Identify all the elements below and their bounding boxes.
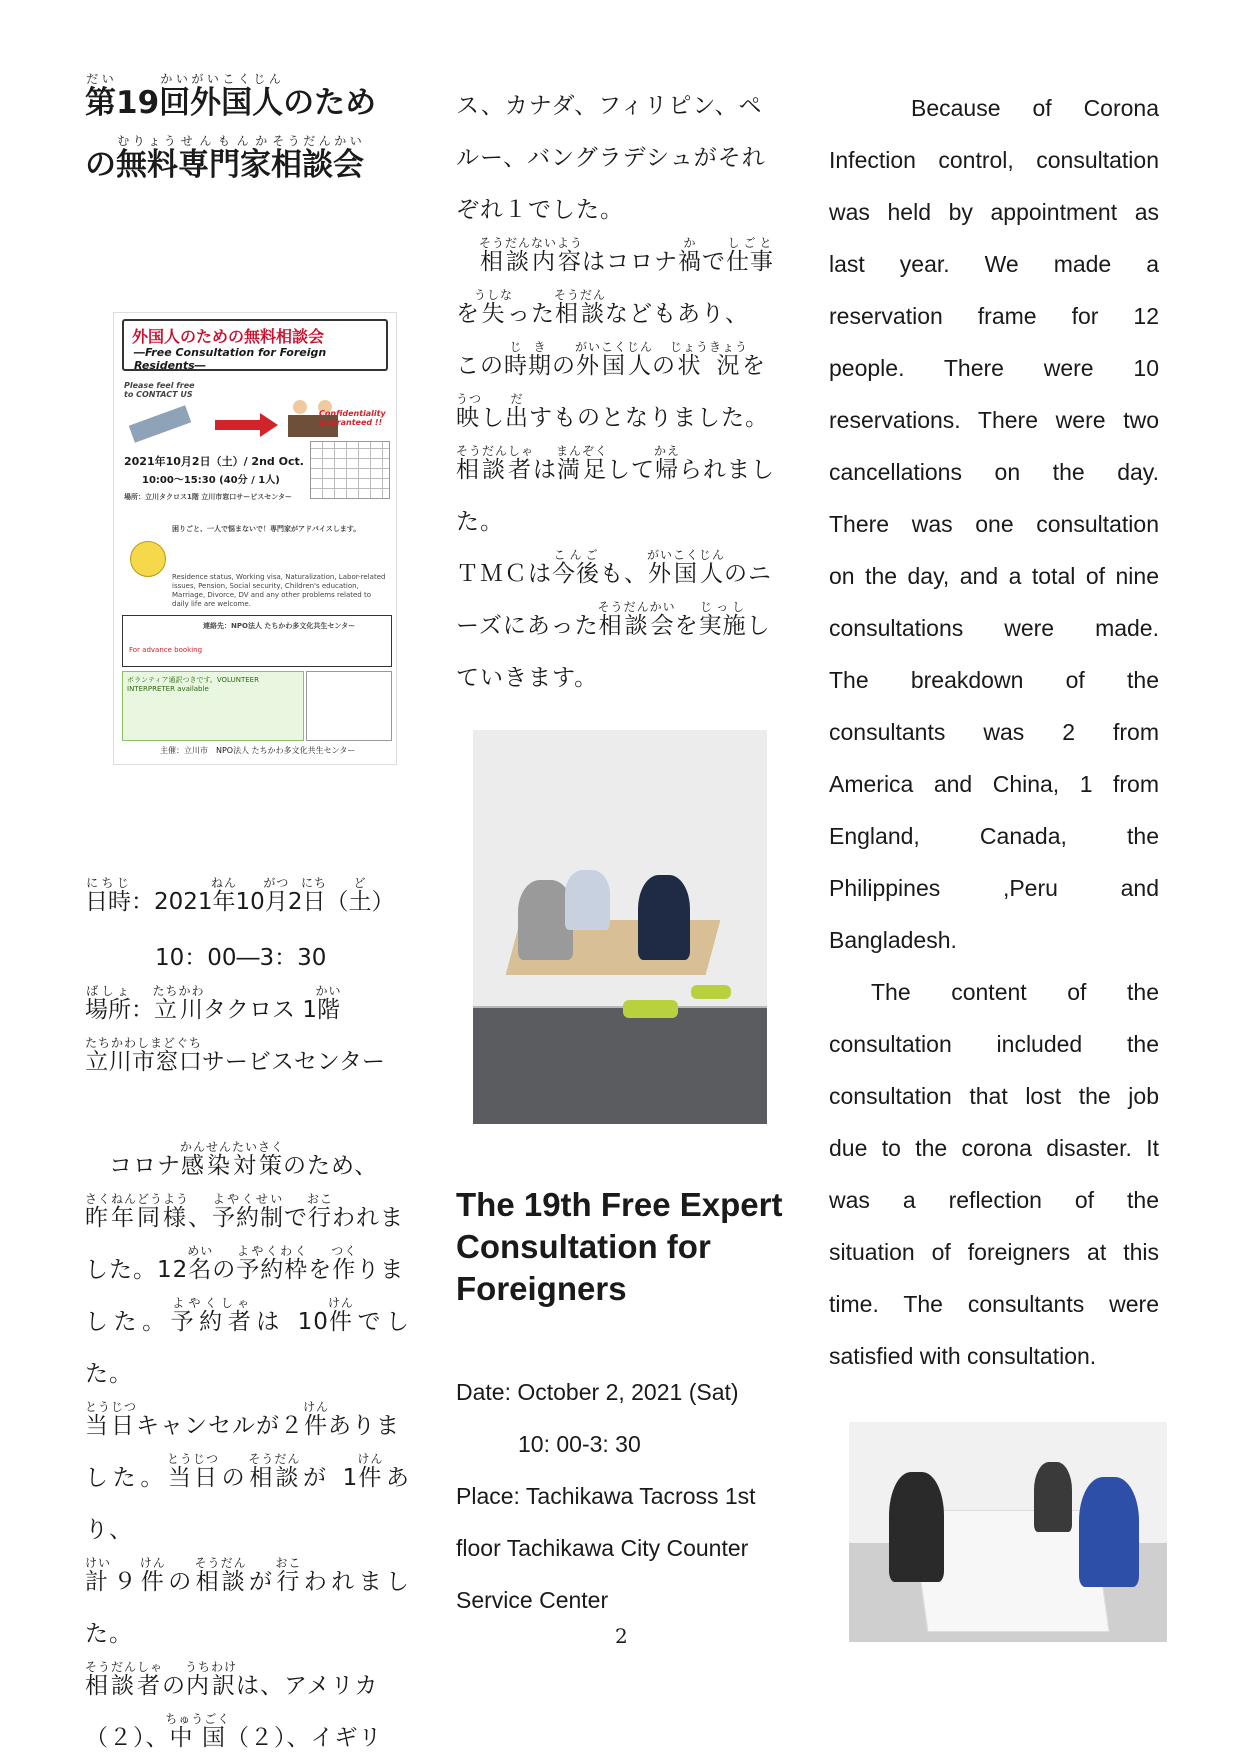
japanese-body-line: 映うつし出だすものとなりました。	[456, 392, 769, 431]
english-body-line: Infection control, consultation	[829, 147, 1159, 173]
english-body-line: last year. We made a	[829, 251, 1159, 277]
title-line-2: の無料むりょう専門家せんもんか相談会そうだんかい	[85, 134, 364, 183]
english-body-line: reservation frame for 12	[829, 303, 1159, 329]
japanese-body-line: した。当日とうじつの相談そうだんが 1件けんあり、	[85, 1452, 410, 1543]
flyer-info-box	[306, 671, 392, 741]
japanese-body-line: した。12名めいの予約枠よやくわくを作つくりま	[85, 1244, 405, 1283]
flyer-venue: 場所：立川タクロス1階 立川市窓口サービスセンター	[124, 493, 293, 501]
consultation-photo-1	[473, 730, 767, 1124]
flyer-time: 10:00～15:30 (40分 / 1人)	[142, 475, 280, 486]
flyer-contact-text: Please feel free to CONTACT US	[124, 381, 195, 399]
english-body	[829, 82, 1159, 1382]
event-place-en-3: Service Center	[456, 1587, 609, 1613]
event-time-en: 10: 00-3: 30	[518, 1431, 641, 1457]
japanese-body-line: （２）、中国ちゅうごく（２）、イギリ	[85, 1712, 383, 1751]
flyer-confidentiality-badge: Confidentiality Guaranteed !!	[319, 409, 386, 427]
event-place-ja-line2: 立川市窓口たちかわしまどぐちサービスセンター	[85, 1036, 385, 1075]
event-time-ja: 10：00―3：30	[155, 945, 327, 971]
english-body-line: consultations were made.	[829, 615, 1159, 641]
english-body-line: England, Canada, the	[829, 823, 1159, 849]
english-body-line: was held by appointment as	[829, 199, 1159, 225]
english-body-line: There was one consultation	[829, 511, 1159, 537]
english-body-line: on the day, and a total of nine	[829, 563, 1159, 589]
english-body-line: consultants was 2 from	[829, 719, 1159, 745]
japanese-body-line: ルー、バングラデシュがそれ	[456, 145, 766, 171]
green-chair	[623, 1000, 678, 1018]
japanese-body-line: た。	[456, 509, 504, 535]
english-body-line: The content of the	[871, 979, 1159, 1005]
japanese-body-line: 計けい９件けんの相談そうだんが行おこわれました。	[85, 1556, 410, 1647]
flyer-advance-booking: For advance booking	[129, 646, 203, 654]
japanese-body-line: 昨年同様さくねんどうよう、予約制よやくせいで行おこわれま	[85, 1192, 405, 1231]
japanese-body-line: 当日とうじつキャンセルが２件けんありま	[85, 1400, 401, 1439]
flyer-map	[310, 441, 390, 499]
person-client	[638, 875, 690, 960]
english-body-line: America and China, 1 from	[829, 771, 1159, 797]
event-place-ja: 場所ばしょ：立川たちかわタクロス 1階かい	[85, 984, 342, 1023]
event-place-en-2: floor Tachikawa City Counter	[456, 1535, 749, 1561]
english-title: The 19th Free Expert Consultation for Foreigners	[456, 1186, 783, 1307]
wall-baseboard	[473, 1006, 767, 1008]
english-body-line: due to the corona disaster. It	[829, 1135, 1159, 1161]
flyer-title-en: ―Free Consultation for Foreign Residents―	[134, 346, 327, 372]
person-interpreter	[565, 870, 610, 930]
event-date-ja: 日時にちじ：2021年ねん10月がつ2日にち（土ど）	[85, 876, 395, 915]
flyer-advice: 困りごと、一人で悩まないで！専門家がアドバイスします。	[172, 525, 361, 533]
japanese-body-line: を失うしなった相談そうだんなどもあり、	[456, 288, 750, 327]
english-body-line: consultation that lost the job	[829, 1083, 1159, 1109]
person-seated-back	[1034, 1462, 1072, 1532]
japanese-body-line: ーズにあった相談会そうだんかいを実施じっしし	[456, 600, 771, 639]
english-body-line: Bangladesh.	[829, 927, 957, 953]
japanese-title	[85, 72, 410, 196]
consultation-photo-2	[849, 1422, 1167, 1642]
event-date-en: Date: October 2, 2021 (Sat)	[456, 1379, 739, 1405]
event-place-en-1: Place: Tachikawa Tacross 1st	[456, 1483, 756, 1509]
japanese-body-line: ス、カナダ、フィリピン、ペ	[456, 93, 763, 119]
flyer-sponsor: 主催：立川市 NPO法人 たちかわ多文化共生センター	[160, 746, 356, 755]
chick-mascot-icon	[130, 541, 166, 577]
japanese-body-line: 相談内容そうだんないようはコロナ禍かで仕事しごと	[479, 236, 775, 275]
english-body-line: satisfied with consultation.	[829, 1343, 1097, 1369]
green-chair	[691, 985, 731, 999]
english-body-line: time. The consultants were	[829, 1291, 1159, 1317]
english-body-line: situation of foreigners at this	[829, 1239, 1159, 1265]
english-body-line: cancellations on the day.	[829, 459, 1159, 485]
japanese-body-line: 相談者そうだんしゃは満足まんぞくして帰かえられまし	[456, 444, 776, 483]
english-body-line: Because of Corona	[911, 95, 1159, 121]
japanese-body-line: この時期じきの外国人がいこくじんの状況じょうきょうを	[456, 340, 767, 379]
title-line-1: 第だい19回かい外国人がいこくじんのため	[85, 72, 377, 121]
japanese-body-line: ていきます。	[456, 665, 599, 691]
flyer-volunteer-box	[122, 671, 304, 741]
japanese-body-line: コロナ感染対策かんせんたいさくのため、	[85, 1140, 379, 1179]
flyer-title-box	[122, 319, 388, 371]
flyer-volunteer-text: ボランティア通訳つきです。VOLUNTEER INTERPRETER available	[127, 676, 259, 693]
flyer-contact-box	[122, 615, 392, 667]
person-seated-left	[889, 1472, 944, 1582]
flyer-date: 2021年10月2日（土）/ 2nd Oct.	[124, 455, 304, 468]
japanese-body-line: ぞれ１でした。	[456, 197, 624, 223]
english-body-line: was a reflection of the	[829, 1187, 1159, 1213]
japanese-body-col2	[456, 80, 786, 704]
english-body-line: reservations. There were two	[829, 407, 1159, 433]
english-body-line: Philippines ,Peru and	[829, 875, 1159, 901]
flyer-issues: Residence status, Working visa, Naturalization, Labor-related issues, Pension, Social security, Children's education, Marriage, Divorce, DV and any other problems related to daily life are welcome.	[172, 573, 386, 608]
english-body-line: consultation included the	[829, 1031, 1159, 1057]
japanese-body-line: 相談者そうだんしゃの内訳うちわけは、アメリカ	[85, 1660, 379, 1699]
page-number: 2	[615, 1624, 628, 1648]
person-seated-right	[1079, 1477, 1139, 1587]
japanese-body-col1	[85, 1140, 410, 1764]
english-body-line: people. There were 10	[829, 355, 1159, 381]
flyer-contact-org: 連絡先：NPO法人 たちかわ多文化共生センター	[203, 622, 356, 630]
consultation-flyer-image	[113, 312, 397, 765]
japanese-body-line: ＴＭＣは今後こんごも、外国人がいこくじんのニ	[456, 548, 773, 587]
flyer-title-jp: 外国人のための無料相談会	[132, 327, 325, 346]
english-body-line: The breakdown of the	[829, 667, 1159, 693]
japanese-body-line: した。予約者よやくしゃは 10件けんでした。	[85, 1296, 411, 1387]
